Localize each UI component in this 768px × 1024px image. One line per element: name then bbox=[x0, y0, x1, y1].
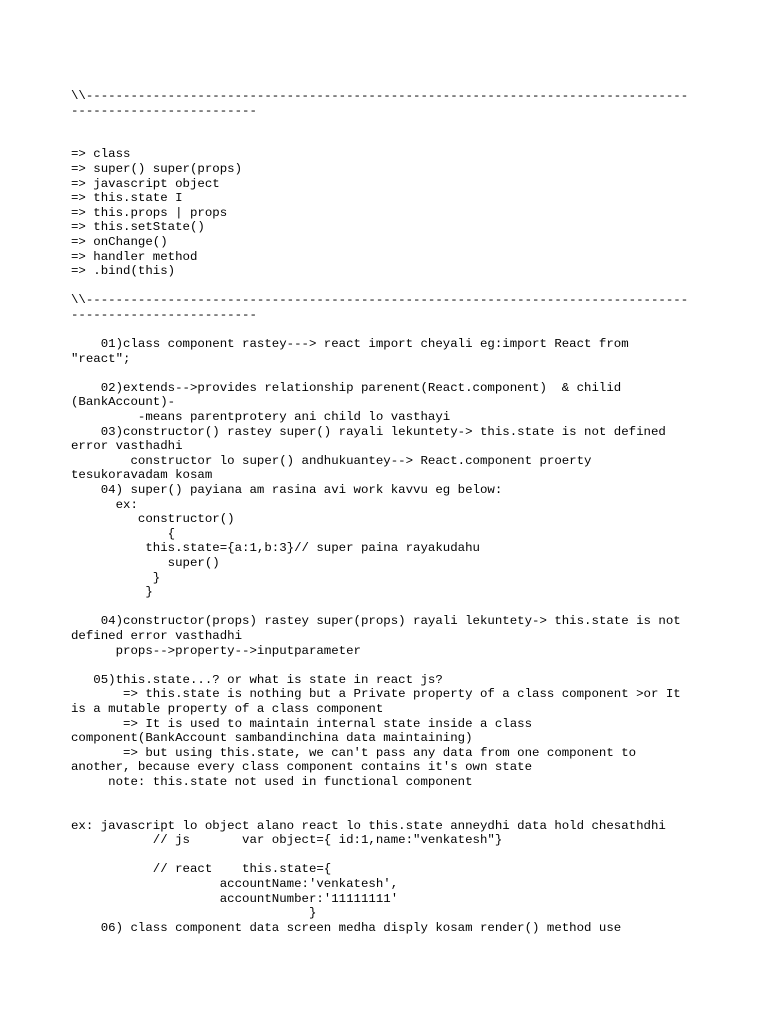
text-line: this.state={a:1,b:3}// super paina rayakudahu bbox=[71, 541, 480, 556]
text-line: { bbox=[71, 526, 176, 541]
text-line bbox=[71, 366, 704, 381]
text-line: (BankAccount)- bbox=[71, 395, 176, 410]
text-line: is a mutable property of a class component bbox=[71, 701, 384, 716]
text-line: error vasthadhi bbox=[71, 439, 183, 454]
text-line: 03)constructor() rastey super() rayali lekuntety-> this.state is not defined bbox=[71, 424, 666, 439]
text-line: ex: bbox=[71, 497, 138, 512]
text-line: => super() super(props) bbox=[71, 161, 243, 176]
text-line: constructor lo super() andhukuantey--> React.component proerty bbox=[71, 453, 592, 468]
text-line: accountNumber:'11111111' bbox=[71, 891, 399, 906]
text-line bbox=[71, 323, 704, 338]
text-line: => but using this.state, we can't pass any data from one component to bbox=[71, 745, 637, 760]
text-line bbox=[71, 279, 704, 294]
text-line bbox=[71, 133, 704, 148]
text-line: // react this.state={ bbox=[71, 862, 332, 877]
text-line: } bbox=[71, 570, 161, 585]
text-line bbox=[71, 658, 704, 673]
text-line bbox=[71, 600, 704, 615]
text-line bbox=[71, 118, 704, 133]
text-line: 06) class component data screen medha disply kosam render() method use bbox=[71, 920, 622, 935]
text-line: 04)constructor(props) rastey super(props) rayali lekuntety-> this.state is not bbox=[71, 614, 681, 629]
text-line: \\--------------------------------------------------------------------------------- bbox=[71, 293, 689, 308]
text-line: ex: javascript lo object alano react lo this.state anneydhi data hold chesathdhi bbox=[71, 818, 666, 833]
text-line: => handler method bbox=[71, 249, 198, 264]
text-line: => It is used to maintain internal state inside a class bbox=[71, 716, 533, 731]
text-line: 02)extends-->provides relationship parenent(React.component) & chilid bbox=[71, 380, 622, 395]
document-body bbox=[71, 89, 704, 935]
text-line bbox=[71, 848, 704, 863]
text-line: "react"; bbox=[71, 351, 131, 366]
text-line: => this.state is nothing but a Private property of a class component >or It bbox=[71, 687, 681, 702]
text-line: => .bind(this) bbox=[71, 264, 176, 279]
text-line: 05)this.state...? or what is state in react js? bbox=[71, 672, 443, 687]
text-line: constructor() bbox=[71, 512, 235, 527]
text-line: } bbox=[71, 906, 317, 921]
text-line: => javascript object bbox=[71, 176, 220, 191]
text-line: another, because every class component contains it's own state bbox=[71, 760, 533, 775]
text-line: } bbox=[71, 585, 153, 600]
text-line: => this.setState() bbox=[71, 220, 205, 235]
text-line: \\--------------------------------------------------------------------------------- bbox=[71, 89, 689, 103]
text-line: tesukoravadam kosam bbox=[71, 468, 213, 483]
text-line: => this.props | props bbox=[71, 205, 228, 220]
text-line: // js var object={ id:1,name:"venkatesh"} bbox=[71, 833, 503, 848]
text-line: 01)class component rastey---> react import cheyali eg:import React from bbox=[71, 337, 629, 352]
text-line: super() bbox=[71, 556, 220, 570]
text-line: 04) super() payiana am rasina avi work kavvu eg below: bbox=[71, 483, 503, 498]
text-line bbox=[71, 804, 704, 819]
text-line: => this.state I bbox=[71, 191, 183, 206]
text-line bbox=[71, 790, 704, 805]
text-line: => class bbox=[71, 147, 131, 162]
text-line: note: this.state not used in functional component bbox=[71, 774, 473, 789]
text-line: accountName:'venkatesh', bbox=[71, 877, 399, 892]
text-line: ------------------------- bbox=[71, 307, 257, 322]
text-line: -means parentprotery ani child lo vasthayi bbox=[71, 410, 451, 425]
text-line: ------------------------- bbox=[71, 103, 257, 118]
text-line: defined error vasthadhi bbox=[71, 628, 243, 643]
text-line: component(BankAccount sambandinchina data maintaining) bbox=[71, 731, 473, 746]
text-line: => onChange() bbox=[71, 234, 168, 249]
text-line: props-->property-->inputparameter bbox=[71, 643, 361, 658]
